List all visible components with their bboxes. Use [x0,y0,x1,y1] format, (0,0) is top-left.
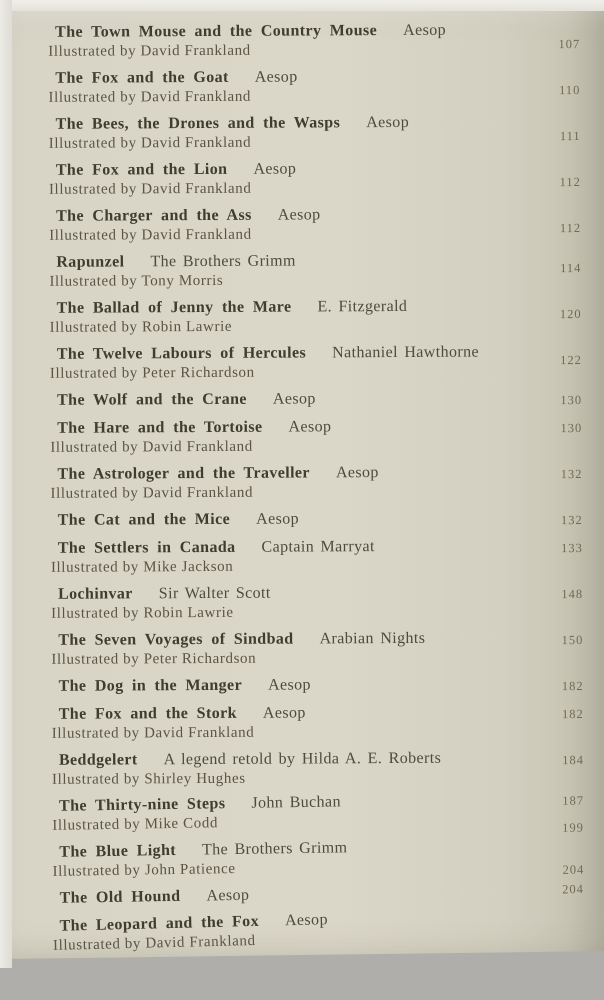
page-edge-top [0,0,604,11]
story-author: The Brothers Grimm [201,839,348,859]
page-number: 148 [561,587,584,602]
title-line [57,388,538,411]
story-title: The Leopard and the Fox [59,912,260,935]
illustrator-credit: Illustrated by David Frankland [51,724,255,742]
page-number: 150 [561,633,584,648]
toc-entry [49,296,582,338]
illustrator-credit: Illustrated by Peter Richardson [49,364,255,382]
story-title: The Fox and the Lion [55,160,228,179]
toc-entry [50,416,583,458]
story-author: Captain Marryat [261,538,375,556]
page-number: 187 [562,793,585,808]
title-line [55,20,536,43]
story-author: Arabian Nights [319,629,426,648]
story-title: The Blue Light [59,841,177,861]
toc-entry [58,508,583,532]
illustrator-credit: Illustrated by David Frankland [48,88,252,106]
illustrator-credit: Illustrated by David Frankland [48,42,251,60]
story-author: Aesop [262,704,306,722]
page-number: 182 [561,679,584,694]
illustrator-credit: Illustrated by Robin Lawrie [51,604,234,622]
title-line [57,462,538,485]
toc-entry-text [50,462,538,504]
story-title: The Fox and the Goat [55,68,229,87]
page-number: 120 [559,307,582,322]
illustrator-credit: Illustrated by Mike Codd [52,815,219,834]
title-line [57,296,538,319]
story-title: The Town Mouse and the Country Mouse [55,22,378,41]
title-line [56,112,537,135]
toc-entry-text [49,296,538,338]
page-number: 184 [562,753,584,768]
story-title: The Wolf and the Crane [56,390,247,409]
title-line [57,342,538,365]
page-number: 112 [559,221,582,236]
title-line [59,702,540,725]
story-author: Aesop [206,886,250,905]
title-line [55,66,536,89]
story-title: The Dog in the Manger [58,676,243,695]
story-title: The Seven Voyages of Sindbad [58,630,294,649]
toc-entry-text [58,508,539,531]
toc-entry [48,66,581,108]
story-title: The Cat and the Mice [57,510,231,529]
story-author: A legend retold by Hilda A. E. Roberts [163,749,442,769]
story-title: The Charger and the Ass [56,206,252,225]
toc-entry-text [48,158,537,200]
story-author: Aesop [256,510,300,528]
title-line [57,416,538,439]
toc-entry-text [52,789,541,836]
toc-entry-text [51,582,539,624]
title-line [56,158,537,181]
illustrator-credit: Illustrated by David Frankland [48,134,252,152]
toc-entry [50,536,583,578]
page-number: 132 [560,467,583,482]
toc-entry [58,674,583,698]
toc-entry-text [50,416,538,458]
illustrator-credit: Illustrated by Shirley Hughes [51,770,246,788]
toc-entry [52,789,585,836]
illustrator-credit: Illustrated by David Frankland [48,180,252,198]
title-line [59,748,540,771]
page-number: 112 [559,175,581,190]
story-title: The Twelve Labours of Hercules [56,344,307,363]
toc-entry-text [49,204,537,246]
story-title: The Ballad of Jenny the Mare [56,298,292,317]
toc-entry [51,628,584,670]
story-author: E. Fitzgerald [317,297,408,316]
illustrator-credit: Illustrated by David Frankland [50,484,254,502]
story-author: Aesop [366,113,410,132]
toc-entry-text [51,628,539,670]
page-number: 130 [560,393,583,408]
story-title: The Settlers in Canada [57,538,236,557]
page-number: 130 [560,421,583,436]
page-number: 132 [560,513,583,528]
story-author: Aesop [268,676,311,694]
contents-page [12,10,604,968]
illustrator-credit: Illustrated by David Frankland [52,932,256,954]
title-line [56,250,537,273]
page-number: 182 [561,707,584,722]
toc-entry-text [49,342,538,384]
illustrator-credit: Illustrated by Tony Morris [49,272,224,290]
toc-entry [51,702,584,744]
story-author: Sir Walter Scott [158,584,271,603]
story-title: The Bees, the Drones and the Wasps [55,114,341,133]
story-author: Aesop [403,21,447,39]
story-author: Aesop [253,160,297,178]
toc-entry-text [57,388,538,411]
story-author: Nathaniel Hawthorne [332,343,480,362]
page-number: 204 [561,881,585,897]
story-author: The Brothers Grimm [150,252,296,271]
illustrator-credit: Illustrated by David Frankland [49,226,252,244]
page-number: 199 [562,820,585,835]
page-number: 114 [560,261,582,276]
illustrator-credit: Illustrated by Peter Richardson [51,650,257,668]
story-title: Lochinvar [58,585,133,603]
title-line [56,204,537,227]
toc-entry [57,388,582,412]
toc-entry [49,250,582,292]
toc-entry-text [51,748,540,790]
story-title: Rapunzel [56,253,125,271]
story-author: Aesop [288,418,332,436]
title-line [58,628,539,651]
toc-entry [51,582,584,624]
toc-entry-text [48,20,536,62]
story-title: The Thirty-nine Steps [58,795,226,815]
toc-entry-text [48,112,537,154]
story-title: The Astrologer and the Traveller [57,464,310,483]
toc-entry-text [59,881,540,909]
story-title: The Fox and the Stork [58,704,237,723]
story-author: Aesop [284,911,329,930]
page-number: 204 [562,862,585,877]
toc-entry [48,20,581,62]
toc-entry [48,158,581,200]
toc-entry-text [50,536,539,578]
title-line [59,881,540,909]
toc-entry-text [48,66,536,108]
illustrator-credit: Illustrated by John Patience [52,860,236,880]
story-title: The Hare and the Tortoise [57,418,263,437]
page-number: 111 [559,129,581,144]
toc-entry [48,112,581,154]
illustrator-credit: Illustrated by Mike Jackson [50,558,234,576]
page-number: 122 [560,353,582,368]
title-line [58,582,539,605]
title-line [58,508,539,531]
toc-entry-text [52,905,541,956]
story-author: John Buchan [251,793,342,812]
illustrator-credit: Illustrated by David Frankland [50,438,253,456]
toc-entry-text [52,835,541,882]
story-author: Aesop [335,464,379,482]
toc-entry [49,204,582,246]
illustrator-credit: Illustrated by Robin Lawrie [49,318,233,336]
title-line [58,674,539,697]
toc-entry-text [51,702,540,744]
toc-entry-text [49,250,537,292]
story-author: Aesop [277,206,321,224]
story-title: Beddgelert [58,751,138,769]
toc-entry [51,748,584,790]
page-number: 133 [561,541,583,556]
page-number: 110 [559,83,581,98]
story-title: The Old Hound [59,887,181,907]
page-edge-left [0,0,12,968]
toc-entry-text [58,674,539,697]
toc-entry [50,462,583,504]
toc-entry [49,342,582,384]
story-author: Aesop [272,390,316,408]
page-number: 107 [558,37,581,52]
story-author: Aesop [254,68,298,86]
contents-list [12,7,604,967]
title-line [58,536,539,559]
